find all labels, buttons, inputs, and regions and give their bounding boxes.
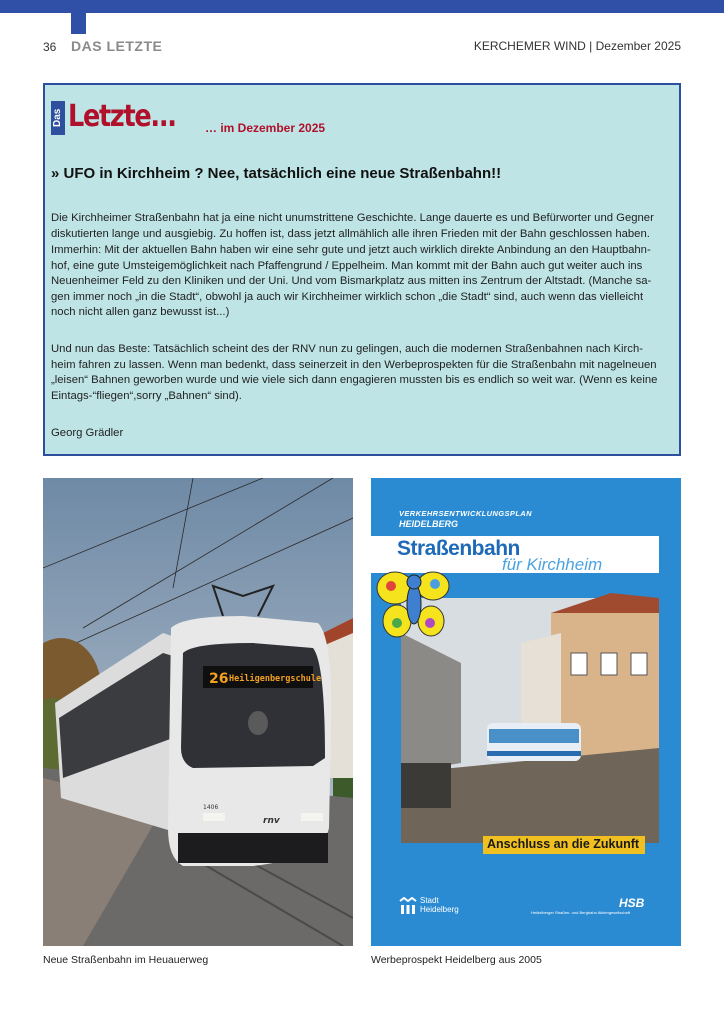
brochure-cover (371, 478, 681, 946)
section-title: DAS LETZTE (71, 38, 163, 54)
route-number: 26 (209, 671, 229, 687)
paragraph-2 (51, 243, 675, 321)
text-line: Eintags-“fliegen“,sorry „Bahnen“ sind). (51, 389, 242, 402)
city-logo-text (420, 896, 459, 914)
brochure-title: Straßenbahn (397, 537, 520, 560)
destination-display: Heiligenbergschule (229, 674, 322, 684)
text-line: hof, eine gute Umsteigemöglichkeit nach Pfaffengrund / Eppelheim. Man kommt mit der Bahn auch gut weiter auch ins (51, 259, 643, 272)
paragraph-1 (51, 211, 675, 242)
paragraph-3 (51, 342, 675, 404)
text-line: Immerhin: Mit der aktuellen Bahn haben wir eine sehr gute und jetzt auch wirklich direkte Anbindung an den Hauptbahn- (51, 244, 651, 256)
logo-letzte-text: Letzte... (68, 99, 176, 134)
brochure-subtitle: für Kirchheim (502, 555, 603, 574)
text-line: Die Kirchheimer Straßenbahn hat ja eine nicht unumstrittene Geschichte. Lange dauerte es und Befürworter und Gegner (51, 212, 654, 224)
text-line: gen immer noch „in die Stadt“, obwohl ja auch wir Kirchheimer wirklich schon „die Stadt“ sind, auch wenn das vielleicht (51, 290, 644, 303)
city-logo-line1: Stadt (420, 896, 439, 905)
article-headline: » UFO in Kirchheim ? Nee, tatsächlich eine neue Straßenbahn!! (51, 165, 502, 182)
brochure-caption: Werbeprospekt Heidelberg aus 2005 (371, 954, 542, 966)
heidelberg-city-icon (399, 897, 417, 915)
das-letzte-logo (51, 99, 191, 135)
issue-label: KERCHEMER WIND | Dezember 2025 (473, 39, 681, 53)
operator-logo-text: rnv (263, 816, 280, 826)
hsb-company-name: Heidelberger Straßen- und Bergbahn Aktiengesellschaft (531, 910, 630, 915)
text-line: diskutierten lange und ausgiebig. Zu hoffen ist, dass jetzt allmählich alle ihren Frieden mit der Bahn geschlossen haben. (51, 227, 650, 240)
top-color-bar (0, 0, 724, 13)
city-logo-line2: Heidelberg (420, 905, 459, 914)
tram-photo-illustration (43, 478, 353, 946)
brochure-plan-city: HEIDELBERG (399, 519, 459, 529)
top-color-tab (71, 13, 86, 34)
text-line: „leisen“ Bahnen geworben wurde und wie viele sich dann engagieren mussten bis es endlich so weit war. (Wenn es keine (51, 374, 658, 387)
edition-label: … im Dezember 2025 (205, 121, 326, 135)
text-line: noch nicht allen ganz bewusst ist...) (51, 306, 230, 319)
article-author: Georg Grädler (51, 427, 124, 439)
butterfly-mascot-icon (375, 566, 455, 646)
logo-das-text: Das (51, 101, 65, 135)
text-line: heim fahren zu lassen. Wenn man bedenkt, dass seinerzeit in den Werbeprospekten für die Straßenbahn mit nagelneuen (51, 358, 657, 371)
text-line: Und nun das Beste: Tatsächlich scheint des der RNV nun zu gelingen, auch die modernen Straßenbahnen nach Kirch- (51, 343, 643, 355)
article-box (43, 83, 681, 456)
brochure-plan-label: VERKEHRSENTWICKLUNGSPLAN (399, 509, 532, 518)
brochure-banner-text: Anschluss an die Zukunft (487, 837, 640, 851)
tram-photo (43, 478, 353, 946)
text-line: Neuenheimer Feld zu den Kliniken und der Uni. Und vom Bismarkplatz aus mitten ins Zentrum der Altstadt. (Manche sa- (51, 275, 652, 288)
hsb-logo-text: HSB (619, 896, 645, 910)
photo-caption: Neue Straßenbahn im Heuauerweg (43, 954, 209, 966)
vehicle-number: 1406 (203, 804, 219, 811)
page-number: 36 (43, 40, 57, 54)
